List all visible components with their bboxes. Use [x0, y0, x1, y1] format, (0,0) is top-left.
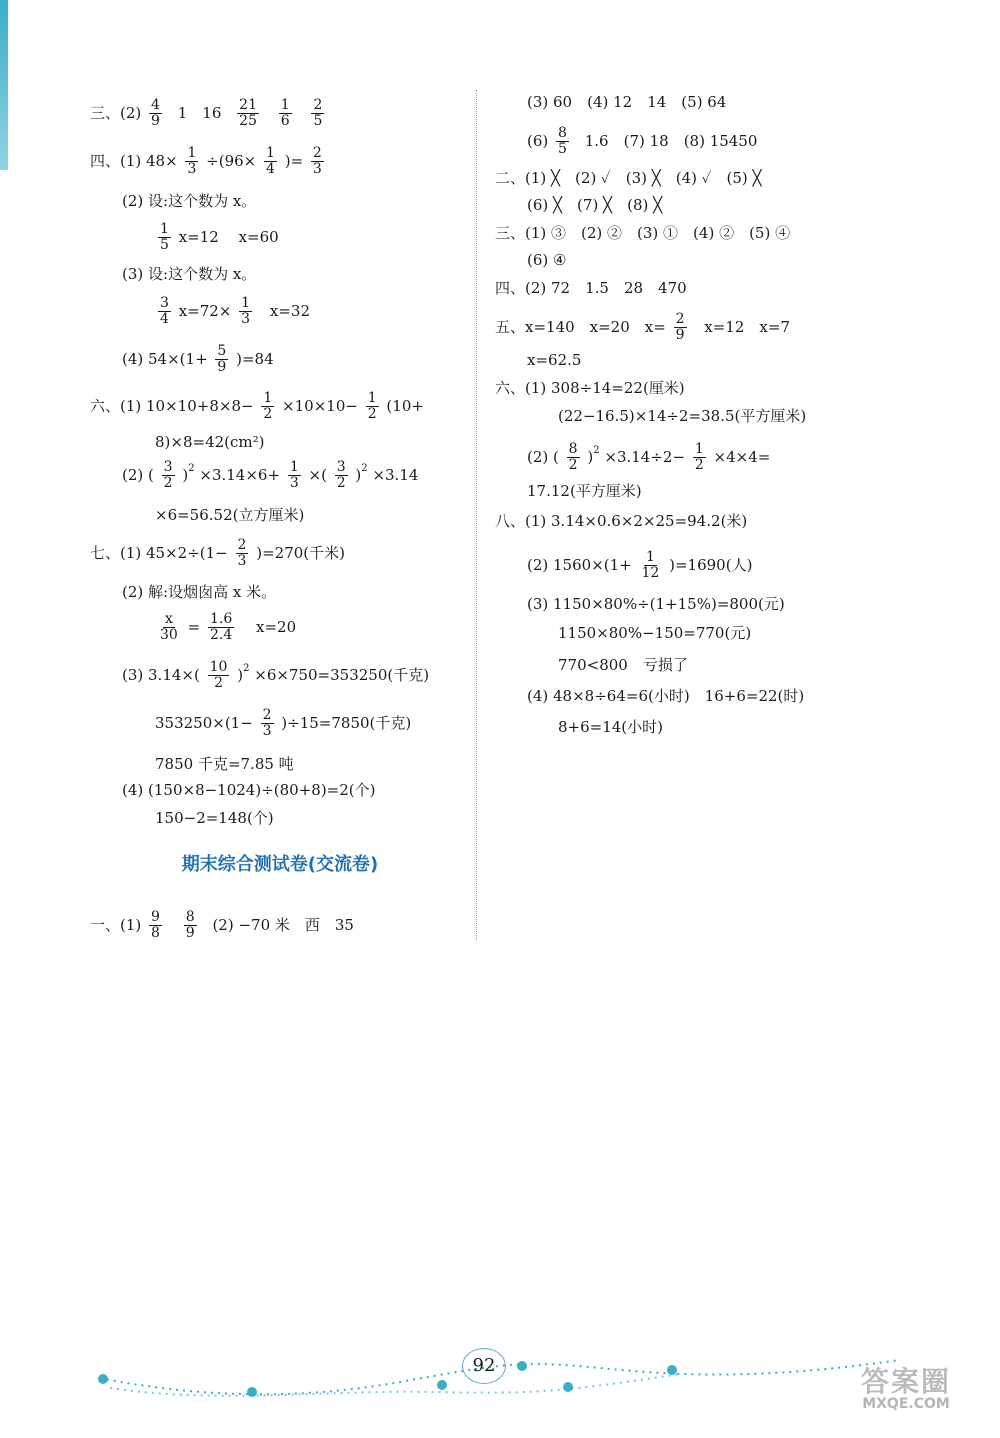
denominator: 2 — [336, 474, 346, 491]
fraction — [311, 146, 324, 176]
answer-text: 三、(1) ③ (2) ② (3) ① (4) ② (5) ④ — [495, 224, 791, 242]
answer-label: 三、(2) — [90, 104, 142, 123]
answer-text: 六、(1) 308÷14=22(厘米) — [495, 379, 685, 397]
fraction — [237, 98, 259, 128]
answer-text: 四、(1) 48× — [90, 152, 178, 171]
fraction — [149, 910, 162, 940]
page-number: 92 — [462, 1348, 506, 1384]
fraction — [162, 460, 175, 490]
numerator: 8 — [558, 125, 567, 141]
fraction — [693, 442, 706, 472]
exponent: 2 — [188, 463, 195, 474]
answer-line — [495, 509, 747, 532]
answer-text: 150−2=148(个) — [155, 809, 274, 827]
fraction — [239, 296, 252, 326]
wave-dot — [667, 1365, 677, 1375]
answer-line — [527, 248, 566, 271]
numerator: 2 — [312, 145, 322, 161]
answer-text: 8+6=14(小时) — [558, 718, 664, 736]
numerator: 1 — [160, 221, 169, 237]
answer-line — [527, 550, 752, 580]
answer-text: (6) ④ — [527, 251, 567, 269]
answer-text: (22−16.5)×14÷2=38.5(平方厘米) — [558, 407, 807, 425]
answer-text: 四、(2) 72 1.5 28 470 — [495, 279, 687, 297]
answer-text: )=270(千米) — [256, 544, 345, 563]
fraction — [158, 222, 171, 252]
answer-text: x=62.5 — [527, 351, 582, 369]
answer-text: )=84 — [236, 350, 274, 369]
numerator: 4 — [151, 97, 160, 113]
fraction — [215, 344, 228, 374]
answer-text: ÷(96× — [206, 152, 257, 171]
answer-text: 770<800 亏损了 — [558, 656, 688, 674]
answer-line — [527, 442, 770, 472]
denominator: 5 — [313, 112, 323, 129]
corner-accent-bar — [0, 0, 8, 170]
answer-line — [527, 479, 642, 502]
answer-line — [558, 653, 688, 676]
denominator: 4 — [266, 160, 275, 177]
answer-text: 五、x=140 x=20 x= — [495, 318, 666, 337]
numerator: x — [164, 611, 173, 627]
answer-text: ×3.14×6+ — [199, 466, 281, 485]
fraction — [208, 660, 230, 690]
answer-text: 17.12(平方厘米) — [527, 482, 642, 500]
numerator: 2 — [313, 97, 323, 113]
denominator: 30 — [160, 626, 178, 643]
fraction — [184, 910, 197, 940]
answer-text: x=72× — [178, 302, 232, 321]
exponent: 2 — [593, 445, 600, 456]
numerator: 9 — [151, 909, 160, 925]
fraction — [288, 460, 301, 490]
denominator: 4 — [160, 310, 169, 327]
numerator: 3 — [163, 459, 173, 475]
answer-line — [558, 404, 806, 427]
denominator: 2 — [694, 456, 704, 473]
answer-line — [558, 715, 663, 738]
site-logo — [826, 1360, 986, 1412]
denominator: 9 — [675, 326, 685, 343]
answer-text: ) — [237, 666, 244, 685]
answer-text: (4) 54×(1+ — [122, 350, 208, 369]
answer-line — [527, 126, 757, 156]
answer-line — [90, 910, 354, 940]
answer-line — [155, 430, 265, 453]
answer-text: ×3.14 — [372, 466, 419, 485]
numerator: 1 — [367, 390, 377, 406]
answer-line — [495, 221, 790, 244]
logo-domain: MXQE.COM — [862, 1396, 950, 1412]
denominator: 3 — [187, 160, 197, 177]
answer-text: (2) −70 米 西 35 — [212, 916, 354, 935]
denominator: 3 — [237, 552, 247, 569]
wave-dot — [517, 1361, 527, 1371]
logo-text: 答案圈 — [860, 1365, 951, 1398]
answer-line — [495, 166, 762, 189]
numerator: 2 — [237, 537, 247, 553]
answer-text: 二、(1) ╳ (2) ✓ (3) ╳ (4) ✓ (5) ╳ — [495, 169, 762, 187]
answer-line — [527, 684, 804, 707]
answer-line — [527, 193, 662, 216]
answer-line — [122, 660, 429, 690]
fraction — [567, 442, 580, 472]
denominator: 6 — [280, 112, 290, 129]
answer-text: ) — [182, 466, 189, 485]
numerator: 3 — [160, 295, 169, 311]
answer-line — [155, 612, 296, 642]
answer-text: ×10×10− — [282, 397, 358, 416]
answer-text: x=32 — [269, 302, 310, 321]
answer-text: 353250×(1− — [155, 714, 253, 733]
numerator: 10 — [209, 659, 228, 675]
numerator: 2 — [675, 311, 685, 327]
fraction — [674, 312, 687, 342]
numerator: 8 — [185, 909, 195, 925]
answer-line — [527, 90, 726, 113]
answer-text: ) — [587, 448, 594, 467]
answer-text: )÷15=7850(千克) — [281, 714, 412, 733]
fraction — [556, 126, 569, 156]
answer-text: x=12 x=60 — [178, 228, 279, 247]
exponent: 2 — [361, 463, 368, 474]
answer-text: )= — [284, 152, 304, 171]
answer-line — [495, 376, 685, 399]
answer-text: (10+ — [386, 397, 424, 416]
numerator: 1 — [645, 549, 655, 565]
numerator: 8 — [568, 441, 578, 457]
wave-dot — [98, 1374, 108, 1384]
denominator: 2 — [214, 674, 223, 691]
numerator: 1 — [694, 441, 704, 457]
denominator: 2 — [163, 474, 173, 491]
answer-label: 一、(1) — [90, 916, 142, 935]
denominator: 5 — [558, 140, 567, 157]
answer-line — [558, 621, 751, 644]
denominator: 2 — [263, 405, 273, 422]
answer-text: 8)×8=42(cm²) — [155, 433, 265, 451]
answer-line — [122, 778, 376, 801]
fraction — [185, 146, 198, 176]
answer-text: (3) 3.14×( — [122, 666, 200, 685]
fraction — [261, 708, 274, 738]
fraction — [158, 296, 171, 326]
answer-text: 1.6 (7) 18 (8) 15450 — [584, 132, 758, 151]
answer-line — [527, 348, 581, 371]
answer-text: x=20 — [256, 618, 297, 637]
fraction — [311, 98, 324, 128]
answer-text: ×6×750=353250(千克) — [254, 666, 430, 685]
denominator: 25 — [239, 112, 257, 129]
answer-text: (2) 解:设烟囱高 x 米。 — [122, 583, 277, 601]
numerator: 3 — [336, 459, 346, 475]
fraction — [158, 612, 180, 642]
answer-line — [122, 262, 256, 285]
answer-text: 1150×80%−150=770(元) — [558, 624, 752, 642]
answer-text: (3) 设:这个数为 x。 — [122, 265, 257, 283]
fraction — [236, 538, 249, 568]
answer-text: ) — [355, 466, 362, 485]
numerator: 1 — [289, 459, 299, 475]
numerator: 1 — [280, 97, 290, 113]
answer-line — [90, 98, 327, 128]
answer-line — [90, 538, 345, 568]
answer-line — [155, 222, 279, 252]
fraction — [335, 460, 348, 490]
answer-text: = — [187, 618, 201, 637]
column-divider — [476, 90, 477, 940]
numerator: 1 — [263, 390, 273, 406]
answer-text: (2) ( — [527, 448, 559, 467]
numerator: 1.6 — [209, 611, 233, 627]
answer-line — [122, 460, 418, 490]
answer-text: (4) 48×8÷64=6(小时) 16+6=22(时) — [527, 687, 805, 705]
answer-text: 7850 千克=7.85 吨 — [155, 755, 294, 773]
answer-line — [155, 708, 411, 738]
exponent: 2 — [243, 663, 250, 674]
denominator: 2 — [367, 405, 377, 422]
numerator: 21 — [239, 97, 257, 113]
answer-text: (6) — [527, 132, 549, 151]
answer-line — [90, 146, 327, 176]
answer-line — [155, 296, 310, 326]
denominator: 9 — [185, 924, 195, 941]
numerator: 1 — [241, 295, 251, 311]
wave-dot — [247, 1387, 257, 1397]
answer-text: (2) 1560×(1+ — [527, 556, 632, 575]
denominator: 5 — [160, 236, 169, 253]
answer-line — [495, 312, 790, 342]
fraction — [149, 98, 162, 128]
denominator: 9 — [151, 112, 160, 129]
denominator: 12 — [641, 564, 660, 581]
answer-line — [90, 391, 424, 421]
denominator: 2 — [568, 456, 578, 473]
dotted-wave-line — [110, 1374, 680, 1396]
denominator: 3 — [312, 160, 322, 177]
wave-dot — [437, 1380, 447, 1390]
answer-text: (6) ╳ (7) ╳ (8) ╳ — [527, 196, 663, 214]
answer-text: ×3.14÷2− — [604, 448, 686, 467]
answer-line — [122, 580, 276, 603]
answer-line — [495, 276, 687, 299]
answer-text: ×6=56.52(立方厘米) — [155, 506, 305, 524]
denominator: 9 — [217, 358, 227, 375]
answer-text: (4) (150×8−1024)÷(80+8)=2(个) — [122, 781, 376, 799]
fraction — [208, 612, 234, 642]
answer-text: (2) 设:这个数为 x。 — [122, 192, 257, 210]
answer-text: 1 16 — [177, 104, 222, 123]
answer-text: (3) 60 (4) 12 14 (5) 64 — [527, 93, 727, 111]
denominator: 8 — [151, 924, 160, 941]
answer-text: ×4×4= — [713, 448, 771, 467]
answer-text: x=12 x=7 — [704, 318, 790, 337]
answer-text: 七、(1) 45×2÷(1− — [90, 544, 228, 563]
answer-line — [155, 503, 304, 526]
answer-line — [122, 189, 256, 212]
answer-line — [122, 344, 274, 374]
wave-dot — [563, 1382, 573, 1392]
answer-text: 六、(1) 10×10+8×8− — [90, 397, 254, 416]
denominator: 2.4 — [209, 626, 233, 643]
fraction — [261, 391, 274, 421]
answer-text: (3) 1150×80%÷(1+15%)=800(元) — [527, 595, 785, 613]
answer-line — [155, 752, 294, 775]
answer-text: ×( — [308, 466, 327, 485]
denominator: 3 — [241, 310, 251, 327]
numerator: 5 — [217, 343, 227, 359]
answer-text: (2) ( — [122, 466, 154, 485]
numerator: 2 — [262, 707, 272, 723]
numerator: 1 — [266, 145, 275, 161]
answer-text: )=1690(人) — [669, 556, 753, 575]
section-title: 期末综合测试卷(交流卷) — [181, 854, 379, 875]
denominator: 3 — [289, 474, 299, 491]
fraction — [264, 146, 277, 176]
denominator: 3 — [262, 722, 272, 739]
fraction — [279, 98, 292, 128]
answer-line — [527, 592, 785, 615]
answer-line — [155, 806, 274, 829]
fraction — [640, 550, 662, 580]
fraction — [366, 391, 379, 421]
answer-text: 八、(1) 3.14×0.6×2×25=94.2(米) — [495, 512, 748, 530]
numerator: 1 — [187, 145, 197, 161]
